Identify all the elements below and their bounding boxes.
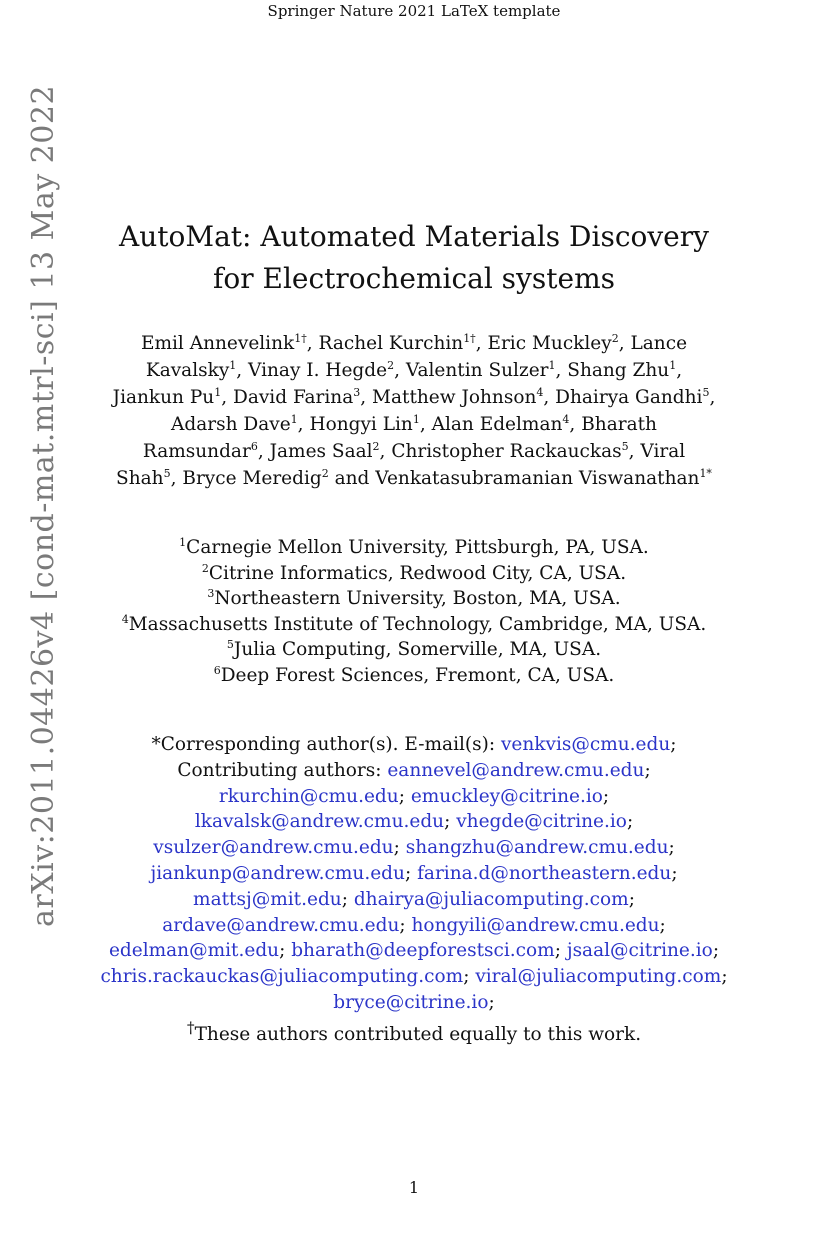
affiliation-number: 2 (201, 561, 209, 575)
email-link[interactable]: eannevel@andrew.cmu.edu (387, 759, 645, 781)
email-link[interactable]: rkurchin@cmu.edu (218, 785, 399, 807)
affiliation-number: 1 (179, 535, 187, 549)
affiliation-item (100, 535, 728, 561)
author-separator: and (328, 468, 376, 489)
author-separator: , (394, 360, 406, 381)
author-affiliation-mark: 1 (214, 385, 222, 399)
email-link[interactable]: venkvis@cmu.edu (500, 734, 671, 755)
author-separator: , (236, 360, 249, 381)
author-affiliation-mark: 1 (290, 412, 298, 426)
author-affiliation-mark: 4 (536, 385, 544, 399)
affiliation-number: 6 (213, 663, 221, 677)
author-separator: , (221, 387, 233, 408)
running-header: Springer Nature 2021 LaTeX template (267, 2, 561, 20)
email-link[interactable]: ardave@andrew.cmu.edu (162, 914, 400, 936)
correspondence-block (90, 732, 738, 1048)
author-separator: , (628, 441, 641, 462)
author-separator: , (297, 414, 310, 435)
author-separator: , (306, 333, 319, 354)
author-name: Lance Kavalsky (145, 333, 688, 381)
email-link[interactable]: mattsj@mit.edu (193, 888, 342, 910)
email-line: bryce@citrine.io; (333, 991, 495, 1013)
author-affiliation-mark: 2 (387, 358, 395, 372)
author-name: Valentin Sulzer (405, 360, 549, 381)
author-affiliation-mark: 1 (412, 412, 420, 426)
email-link[interactable]: vhegde@citrine.io (456, 811, 627, 833)
email-line: chris.rackauckas@juliacomputing.com; viral@juliacomputing.com; (100, 966, 728, 988)
author-affiliation-mark: 1† (463, 331, 476, 345)
equal-contribution-note (90, 1016, 738, 1048)
author-name: David Farina (232, 387, 354, 408)
author-separator: , (360, 387, 373, 408)
affiliation-text: Citrine Informatics, Redwood City, CA, USA. (208, 562, 627, 584)
author-affiliation-mark: 2 (372, 439, 380, 453)
affiliation-item (100, 586, 728, 612)
author-separator: , (379, 441, 392, 462)
page-number: 1 (408, 1178, 420, 1197)
author-name: Rachel Kurchin (318, 333, 464, 354)
author-name: Viral Shah (116, 441, 686, 489)
affiliation-text: Northeastern University, Boston, MA, USA. (214, 588, 621, 609)
author-name: Eric Muckley (487, 333, 612, 354)
dagger-mark: † (186, 1018, 195, 1037)
email-link[interactable]: viral@juliacomputing.com (475, 966, 722, 988)
affiliation-number: 3 (207, 586, 215, 600)
email-link[interactable]: lkavalsk@andrew.cmu.edu (194, 811, 445, 833)
equal-contribution-text: These authors contributed equally to this work. (194, 1023, 642, 1045)
author-affiliation-mark: 3 (353, 385, 361, 399)
affiliation-text: Deep Forest Sciences, Fremont, CA, USA. (220, 664, 615, 686)
author-affiliation-mark: 1 (229, 358, 237, 372)
author-affiliation-mark: 1 (548, 358, 556, 372)
author-name: Alan Edelman (431, 414, 563, 435)
author-name: Dhairya Gandhi (555, 387, 703, 408)
author-affiliation-mark: 2 (321, 466, 329, 480)
author-separator: , (419, 414, 432, 435)
email-link[interactable]: edelman@mit.edu (108, 940, 280, 962)
contributing-label: Contributing authors: (177, 759, 388, 781)
author-affiliation-mark: 5 (621, 439, 629, 453)
author-name: Bryce Meredig (182, 468, 322, 489)
corresponding-author-line: *Corresponding author(s). E-mail(s): venkvis@cmu.edu; (151, 734, 677, 755)
author-affiliation-mark: 5 (163, 466, 171, 480)
email-link[interactable]: shangzhu@andrew.cmu.edu (405, 837, 669, 859)
author-affiliation-mark: 1 (669, 358, 677, 372)
author-affiliation-mark: 1* (699, 466, 712, 480)
email-link[interactable]: chris.rackauckas@juliacomputing.com (100, 966, 464, 988)
author-separator: , (569, 414, 582, 435)
email-link[interactable]: jiankunp@andrew.cmu.edu (150, 862, 405, 884)
author-name: Vinay I. Hegde (248, 360, 388, 381)
author-name: Shang Zhu (567, 360, 670, 381)
author-affiliation-mark: 2 (611, 331, 619, 345)
email-line: mattsj@mit.edu; dhairya@juliacomputing.com; (193, 888, 635, 910)
affiliation-item (100, 561, 728, 587)
affiliation-text: Carnegie Mellon University, Pittsburgh, PA, USA. (186, 537, 649, 558)
arxiv-identifier: arXiv:2011.04426v4 [cond-mat.mtrl-sci] 13 May 2022 (26, 84, 61, 927)
author-separator: , (709, 387, 716, 408)
author-affiliation-mark: 4 (562, 412, 570, 426)
title-line-2: for Electrochemical systems (213, 262, 615, 295)
author-separator: , (170, 468, 183, 489)
affiliation-item (100, 612, 728, 638)
email-line: lkavalsk@andrew.cmu.edu; vhegde@citrine.io; (194, 811, 634, 833)
affiliation-list (100, 535, 728, 688)
email-line: edelman@mit.edu; bharath@deepforestsci.com; jsaal@citrine.io; (108, 940, 720, 962)
email-link[interactable]: farina.d@northeastern.edu (417, 862, 672, 884)
title-line-1: AutoMat: Automated Materials Discovery (119, 220, 709, 253)
author-separator: , (475, 333, 488, 354)
author-name: Christopher Rackauckas (391, 441, 622, 462)
email-link[interactable]: hongyili@andrew.cmu.edu (411, 914, 660, 936)
author-separator: , (257, 441, 270, 462)
affiliation-item (100, 663, 728, 689)
email-link[interactable]: vsulzer@andrew.cmu.edu (153, 837, 394, 859)
author-name: Hongyi Lin (309, 414, 413, 435)
affiliation-item (100, 637, 728, 663)
email-line: vsulzer@andrew.cmu.edu; shangzhu@andrew.cmu.edu; (153, 837, 675, 859)
affiliation-number: 4 (121, 612, 129, 626)
author-name: Bharath Ramsundar (142, 414, 657, 462)
affiliation-text: Massachusetts Institute of Technology, Cambridge, MA, USA. (128, 613, 707, 635)
author-name: Adarsh Dave (171, 414, 291, 435)
author-name: James Saal (269, 441, 373, 462)
author-separator: , (618, 333, 631, 354)
author-affiliation-mark: 5 (702, 385, 710, 399)
paper-title (0, 216, 828, 300)
author-separator: , (555, 360, 568, 381)
author-name: Matthew Johnson (372, 387, 537, 408)
email-link[interactable]: emuckley@citrine.io (410, 785, 603, 807)
author-affiliation-mark: 1† (294, 331, 307, 345)
email-link[interactable]: dhairya@juliacomputing.com (353, 888, 629, 910)
author-name: Emil Annevelink (140, 333, 295, 354)
corresponding-label: *Corresponding author(s). E-mail(s): (151, 734, 501, 755)
affiliation-number: 5 (226, 637, 234, 651)
author-list (110, 330, 718, 492)
affiliation-text: Julia Computing, Somerville, MA, USA. (233, 639, 602, 660)
email-line: rkurchin@cmu.edu; emuckley@citrine.io; (218, 785, 610, 807)
author-name: Venkatasubramanian Viswanathan (375, 468, 700, 489)
email-link[interactable]: jsaal@citrine.io (566, 940, 713, 962)
email-link[interactable]: bryce@citrine.io (333, 991, 489, 1013)
author-separator: , (676, 360, 683, 381)
author-separator: , (543, 387, 556, 408)
contributing-authors-line: Contributing authors: eannevel@andrew.cmu.edu; (177, 759, 651, 781)
email-line: ardave@andrew.cmu.edu; hongyili@andrew.cmu.edu; (162, 914, 666, 936)
email-line: jiankunp@andrew.cmu.edu; farina.d@northeastern.edu; (150, 862, 678, 884)
author-affiliation-mark: 6 (250, 439, 258, 453)
email-link[interactable]: bharath@deepforestsci.com (291, 940, 555, 962)
author-name: Jiankun Pu (112, 387, 215, 408)
